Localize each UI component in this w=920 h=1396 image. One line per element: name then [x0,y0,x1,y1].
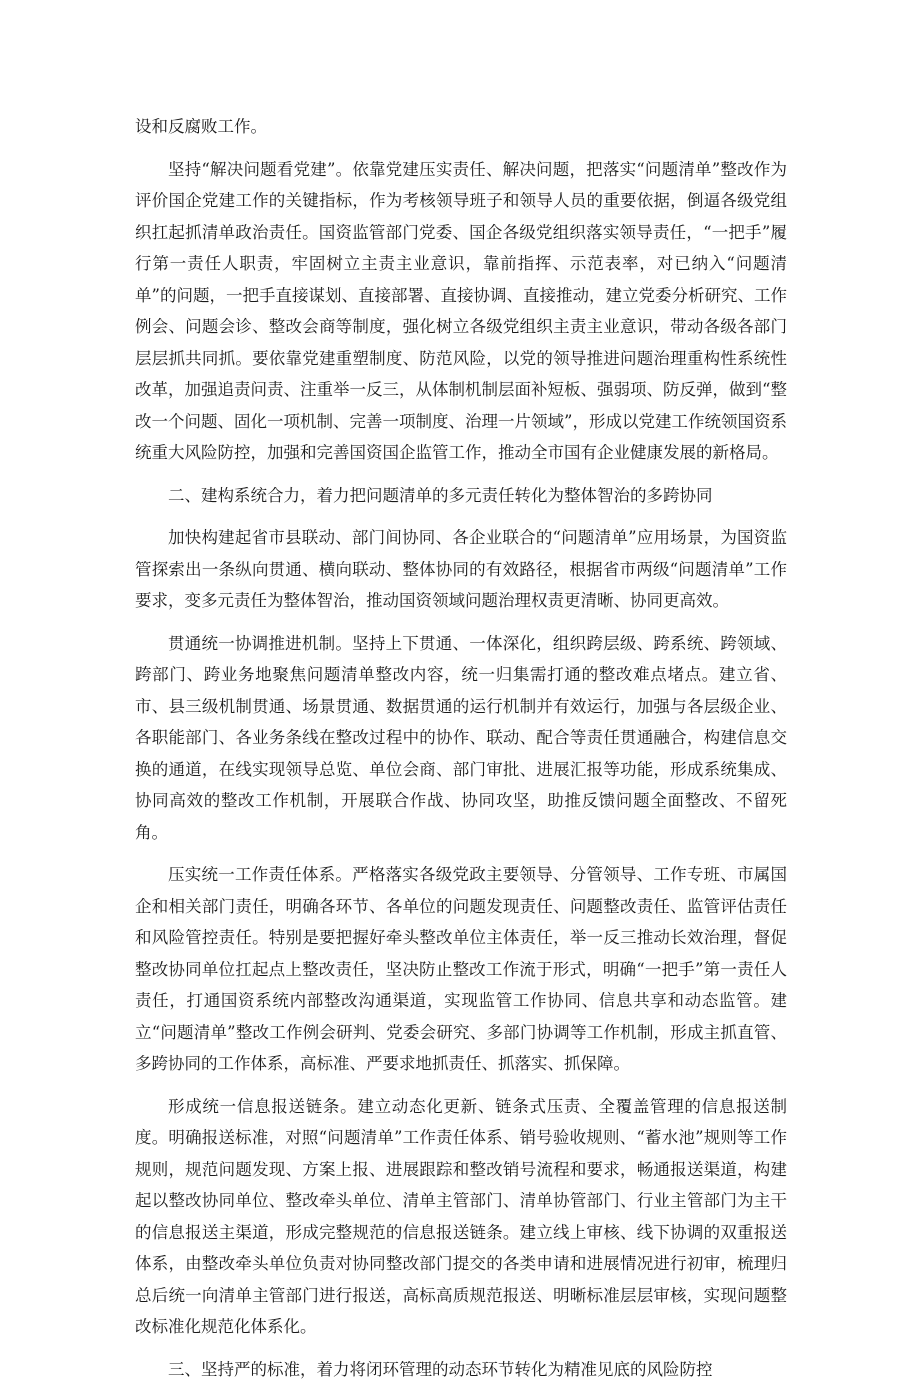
paragraph-responsibility-system: 压实统一工作责任体系。严格落实各级党政主要领导、分管领导、工作专班、市属国企和相关部门责任，明确各环节、各单位的问题发现责任、问题整改责任、监管评估责任和风险管控责任。特别是要把握好牵头整改单位主体责任，举一反三推动长效治理，督促整改协同单位扛起点上整改责任，坚决防止整改工作流于形式，明确“一把手”第一责任人责任，打通国资系统内部整改沟通渠道，实现监管工作协同、信息共享和动态监管。建立“问题清单”整改工作例会研判、党委会研究、多部门协调等工作机制，形成主抓直管、多跨协同的工作体系，高标准、严要求地抓责任、抓落实、抓保障。 [135,865,787,1073]
paragraph-continuation: 设和反腐败工作。 [135,117,267,136]
paragraph-section-2-intro: 加快构建起省市县联动、部门间协同、各企业联合的“问题清单”应用场景，为国资监管探索出一条纵向贯通、横向联动、整体协同的有效路径，根据省市两级“问题清单”工作要求，变多元责任为整体智治，推动国资领域问题治理权责更清晰、协同更高效。 [135,528,787,610]
document-body [135,111,787,1396]
paragraph-party-building: 坚持“解决问题看党建”。依靠党建压实责任、解决问题，把落实“问题清单”整改作为评价国企党建工作的关键指标，作为考核领导班子和领导人员的重要依据，倒逼各级党组织扛起抓清单政治责任。国资监管部门党委、国企各级党组织落实领导责任，“一把手”履行第一责任人职责，牢固树立主责主业意识，靠前指挥、示范表率，对已纳入“问题清单”的问题，一把手直接谋划、直接部署、直接协调、直接推动，建立党委分析研究、工作例会、问题会诊、整改会商等制度，强化树立各级党组织主责主业意识，带动各级各部门层层抓共同抓。要依靠党建重塑制度、防范风险，以党的领导推进问题治理重构性系统性改革，加强追责问责、注重举一反三，从体制机制层面补短板、强弱项、防反弹，做到“整改一个问题、固化一项机制、完善一项制度、治理一片领域”，形成以党建工作统领国资系统重大风险防控，加强和完善国资国企监管工作，推动全市国有企业健康发展的新格局。 [135,159,787,462]
section-heading-2: 二、建构系统合力，着力把问题清单的多元责任转化为整体智治的多跨协同 [168,485,713,505]
section-heading-3: 三、坚持严的标准，着力将闭环管理的动态环节转化为精准见底的风险防控 [168,1359,713,1379]
paragraph-coordination-mechanism: 贯通统一协调推进机制。坚持上下贯通、一体深化，组织跨层级、跨系统、跨领域、跨部门、跨业务地聚焦问题清单整改内容，统一归集需打通的整改难点堵点。建立省、市、县三级机制贯通、场景贯通、数据贯通的运行机制并有效运行，加强与各层级企业、各职能部门、各业务条线在整改过程中的协作、联动、配合等责任贯通融合，构建信息交换的通道，在线实现领导总览、单位会商、部门审批、进展汇报等功能，形成系统集成、协同高效的整改工作机制，开展联合作战、协同攻坚，助推反馈问题全面整改、不留死角。 [135,633,787,842]
paragraph-information-reporting: 形成统一信息报送链条。建立动态化更新、链条式压责、全覆盖管理的信息报送制度。明确报送标准，对照“问题清单”工作责任体系、销号验收规则、“蓄水池”规则等工作规则，规范问题发现、方案上报、进展跟踪和整改销号流程和要求，畅通报送渠道，构建起以整改协同单位、整改牵头单位、清单主管部门、清单协管部门、行业主管部门为主干的信息报送主渠道，形成完整规范的信息报送链条。建立线上审核、线下协调的双重报送体系，由整改牵头单位负责对协同整改部门提交的各类申请和进展情况进行初审，梳理归总后统一向清单主管部门进行报送，高标高质规范报送、明晰标准层层审核，实现问题整改标准化规范化体系化。 [135,1096,787,1336]
